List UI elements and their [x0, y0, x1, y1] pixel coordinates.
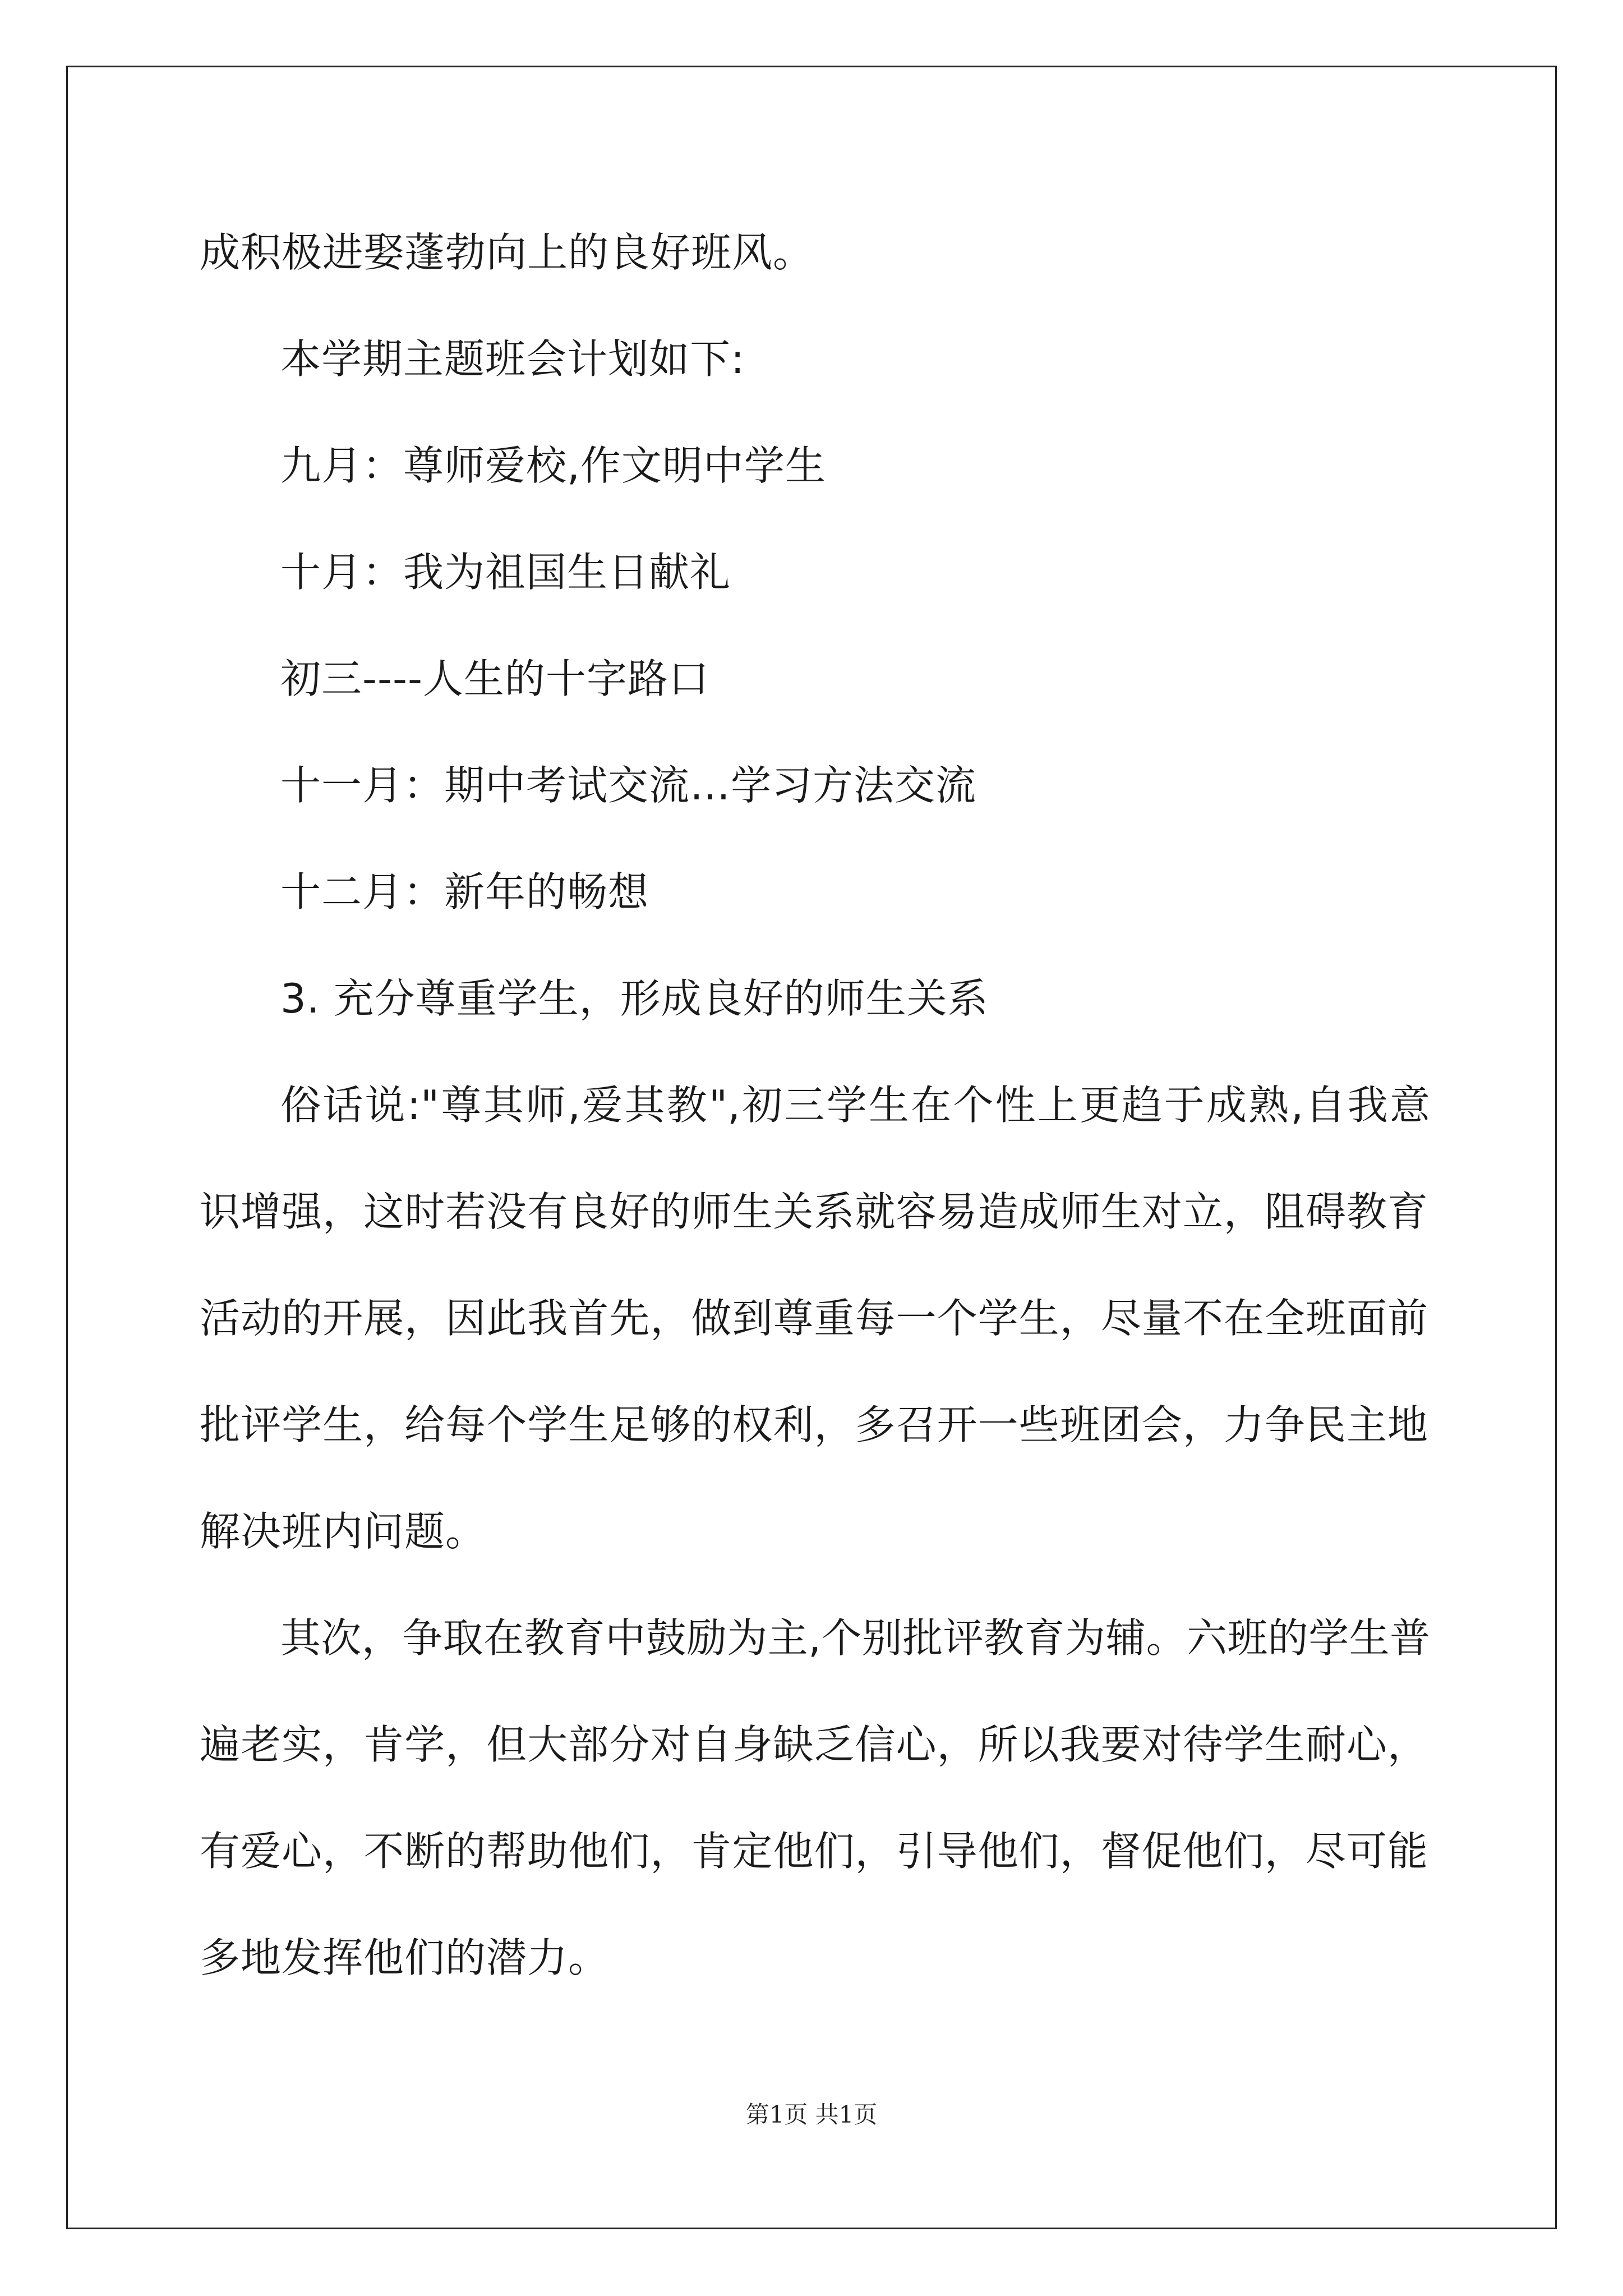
- section-heading: 3. 充分尊重学生，形成良好的师生关系: [280, 975, 989, 1022]
- paragraph-line: 俗话说:"尊其师,爱其教",初三学生在个性上更趋于成熟,自我意: [280, 1082, 1430, 1129]
- paragraph-line: 十二月：新年的畅想: [280, 868, 649, 915]
- paragraph-line: 十一月：期中考试交流…学习方法交流: [280, 762, 977, 809]
- page-border: [66, 66, 1557, 2229]
- paragraph-line: 初三----人生的十字路口: [280, 655, 709, 702]
- paragraph-line: 有爱心，不断的帮助他们，肯定他们，引导他们，督促他们，尽可能: [200, 1828, 1428, 1875]
- paragraph-line: 其次，争取在教育中鼓励为主,个别批评教育为辅。六班的学生普: [280, 1614, 1430, 1662]
- paragraph-line: 多地发挥他们的潜力。: [200, 1934, 610, 1981]
- paragraph-line: 遍老实，肯学，但大部分对自身缺乏信心，所以我要对待学生耐心，: [200, 1721, 1428, 1768]
- paragraph-line: 十月：我为祖国生日献礼: [280, 549, 731, 596]
- paragraph-line: 九月：尊师爱校,作文明中学生: [280, 442, 826, 489]
- paragraph-line: 识增强，这时若没有良好的师生关系就容易造成师生对立，阻碍教育: [200, 1188, 1428, 1235]
- paragraph-line: 批评学生，给每个学生足够的权利，多召开一些班团会，力争民主地: [200, 1401, 1428, 1448]
- paragraph-line: 成积极进娶蓬勃向上的良好班风。: [200, 229, 814, 276]
- page-number-footer: 第1页 共1页: [745, 2101, 878, 2128]
- paragraph-line: 本学期主题班会计划如下:: [280, 335, 745, 383]
- paragraph-line: 解决班内问题。: [200, 1508, 487, 1555]
- paragraph-line: 活动的开展，因此我首先，做到尊重每一个学生，尽量不在全班面前: [200, 1295, 1428, 1342]
